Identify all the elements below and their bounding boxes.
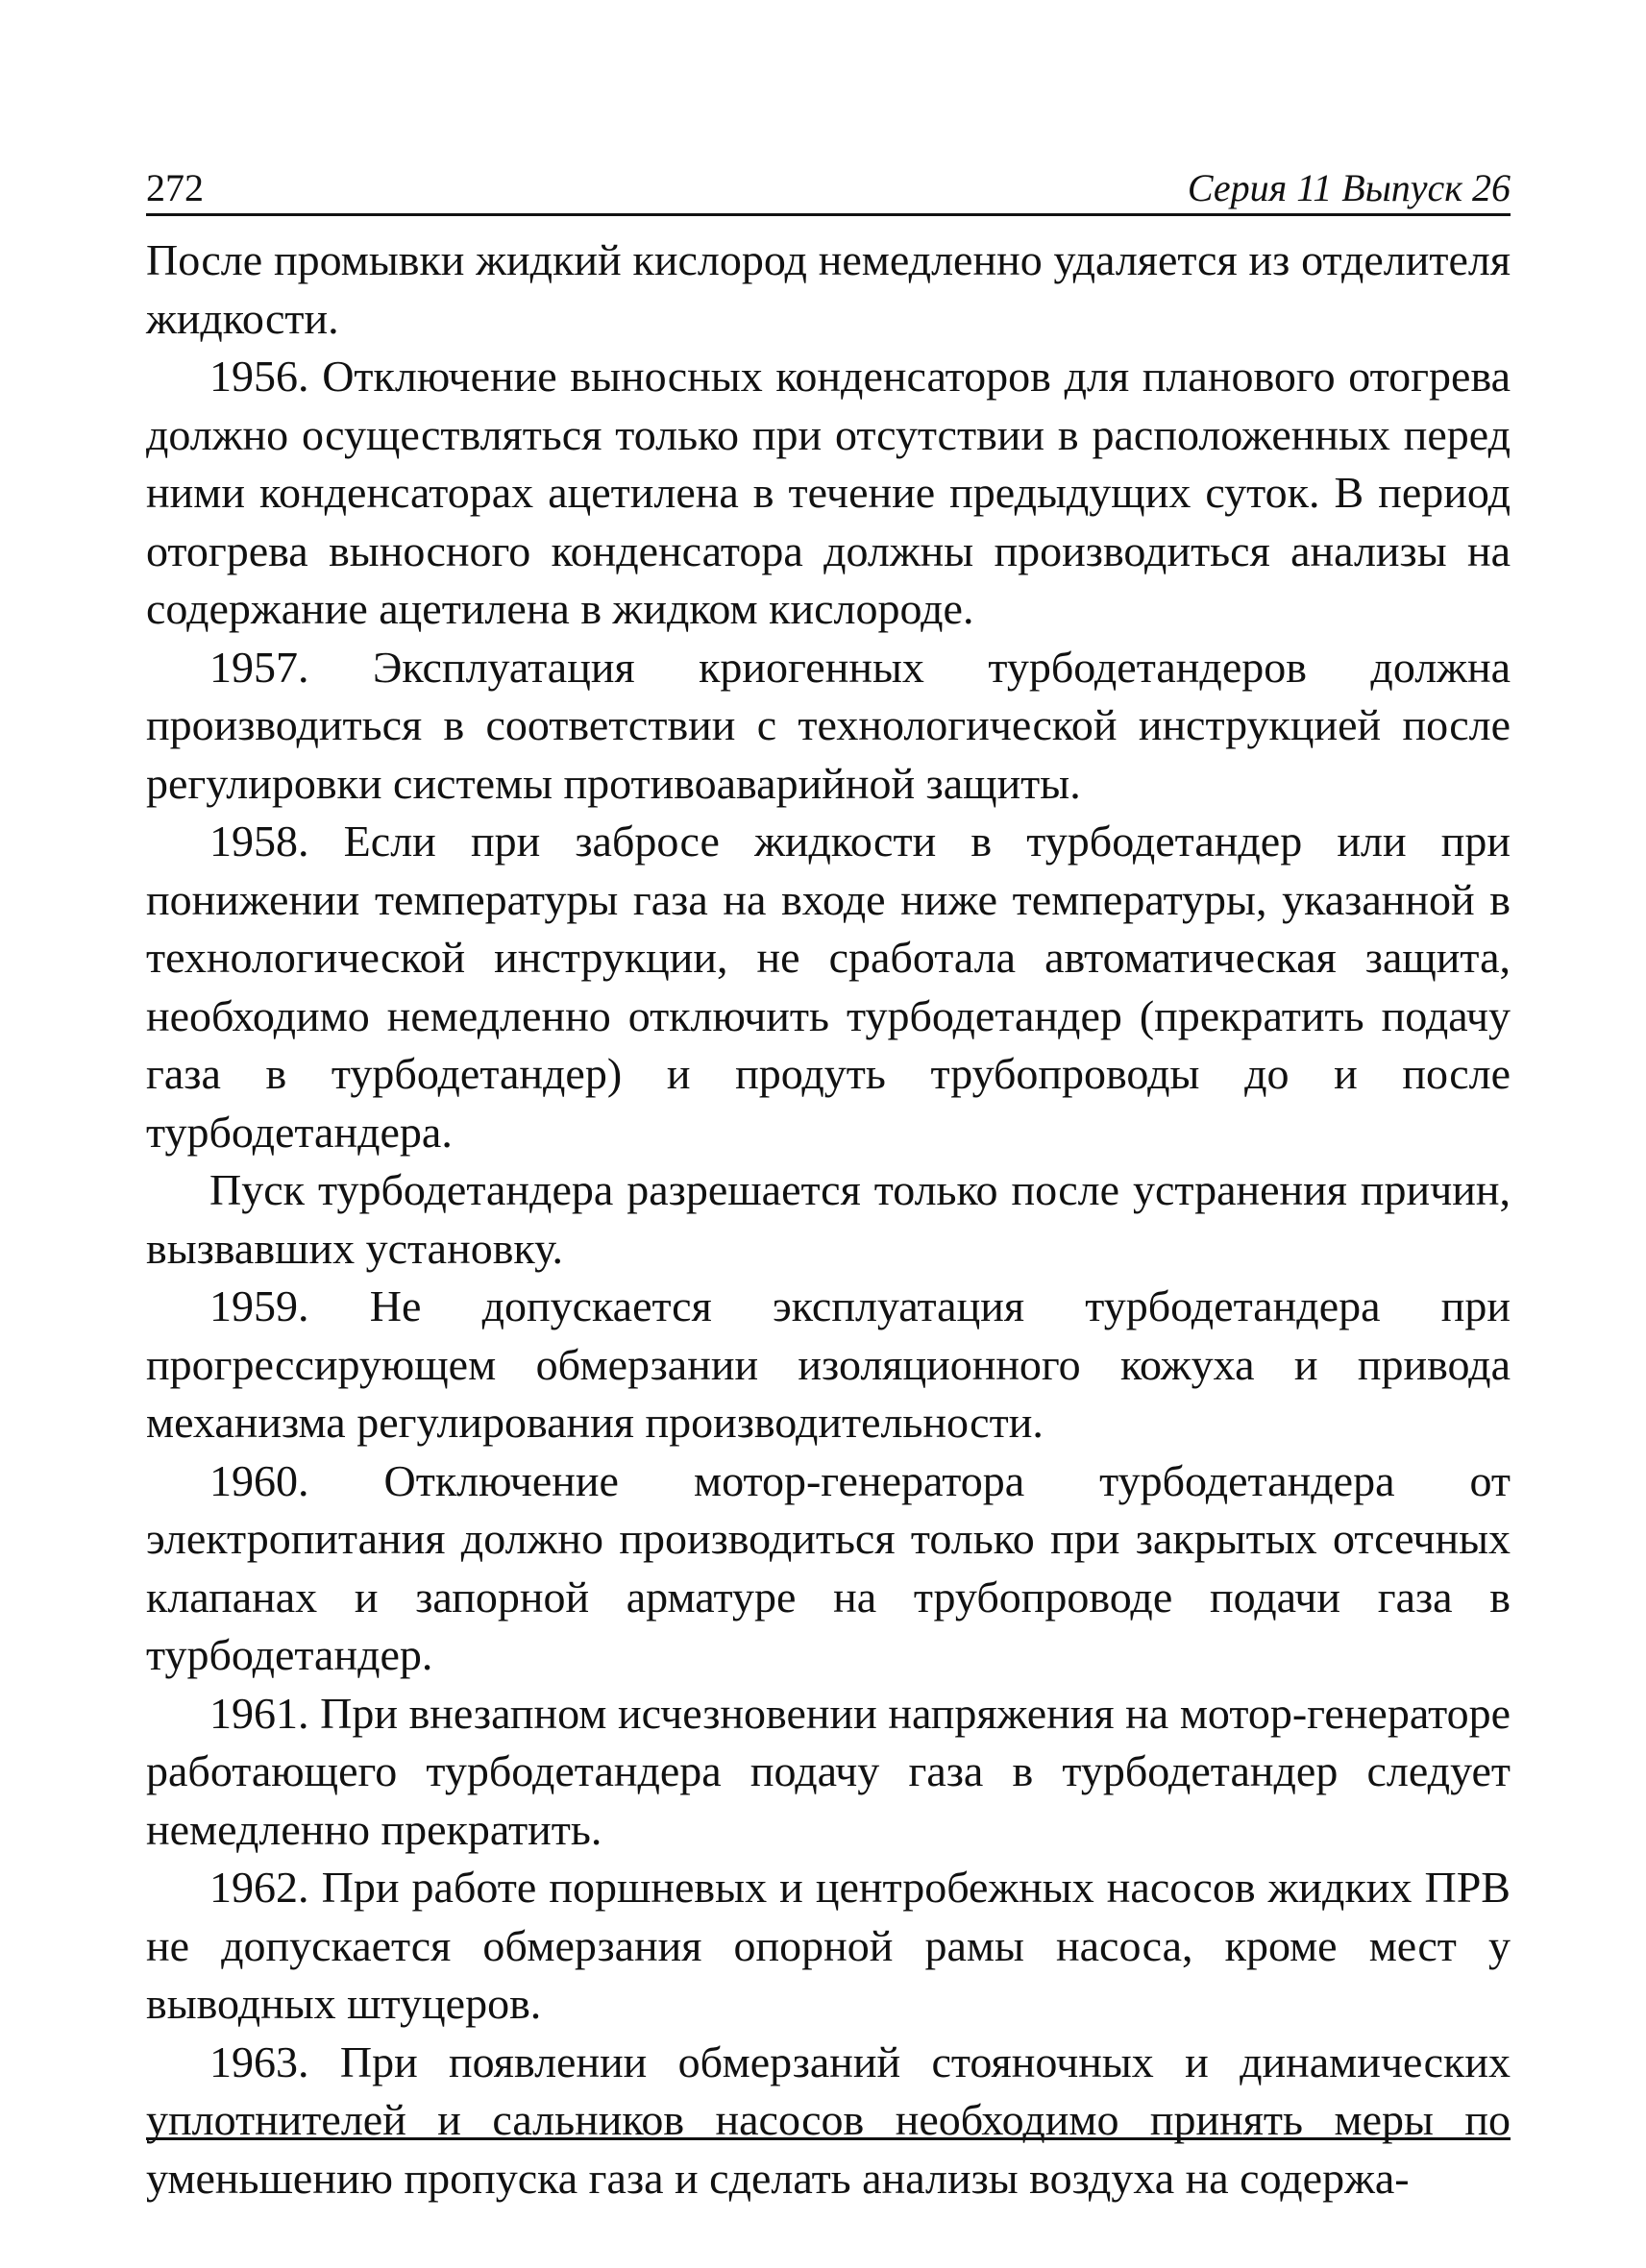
paragraph-1956: 1956. Отключение выносных конденсаторов для планового отогрева должно осуществляться только при отсутствии в расположенных перед ними конденсаторах ацетилена в течение предыдущих суток. В период отогрева выносного конденсатора должны производиться анализы на содержание ацетилена в жидком кислороде. bbox=[146, 352, 1511, 633]
page-number: 272 bbox=[146, 166, 204, 209]
paragraph-1957: 1957. Эксплуатация криогенных турбодетандеров должна производиться в соответствии с технологической инструкцией после регулировки системы противоаварийной защиты. bbox=[146, 642, 1511, 808]
footer-rule bbox=[146, 2137, 1511, 2140]
paragraph: После промывки жидкий кислород немедленно удаляется из отделителя жидкости. bbox=[146, 235, 1511, 343]
paragraph-1962: 1962. При работе поршневых и центробежных насосов жидких ПРВ не допускается обмерзания опорной рамы насоса, кроме мест у выводных штуцеров. bbox=[146, 1863, 1511, 2028]
paragraph-1958: 1958. Если при забросе жидкости в турбодетандер или при понижении температуры газа на входе ниже температуры, указанной в технологической инструкции, не сработала автоматическая защита, необходимо немедленно отключить турбодетандер (прекратить подачу газа в турбодетандер) и продуть трубопроводы до и после турбодетандера. bbox=[146, 817, 1511, 1157]
paragraph-1961: 1961. При внезапном исчезновении напряжения на мотор-генераторе работающего турбодетандера подачу газа в турбодетандер следует немедленно прекратить. bbox=[146, 1688, 1511, 1854]
document-page bbox=[146, 154, 1511, 2207]
page-header bbox=[146, 154, 1511, 216]
paragraph: Пуск турбодетандера разрешается только после устранения причин, вызвавших установку. bbox=[146, 1165, 1511, 1273]
paragraph-1963: 1963. При появлении обмерзаний стояночных и динамических уплотнителей и сальников насосов необходимо принять меры по уменьшению пропуска газа и сделать анализы воздуха на содержа- bbox=[146, 2036, 1511, 2203]
paragraph-1959: 1959. Не допускается эксплуатация турбодетандера при прогрессирующем обмерзании изоляционного кожуха и привода механизма регулирования производительности. bbox=[146, 1281, 1511, 1447]
paragraph-1960: 1960. Отключение мотор-генератора турбодетандера от электропитания должно производиться только при закрытых отсечных клапанах и запорной арматуре на трубопроводе подачи газа в турбодетандер. bbox=[146, 1455, 1511, 1679]
body-text bbox=[146, 232, 1511, 2207]
running-title: Серия 11 Выпуск 26 bbox=[1187, 166, 1511, 209]
